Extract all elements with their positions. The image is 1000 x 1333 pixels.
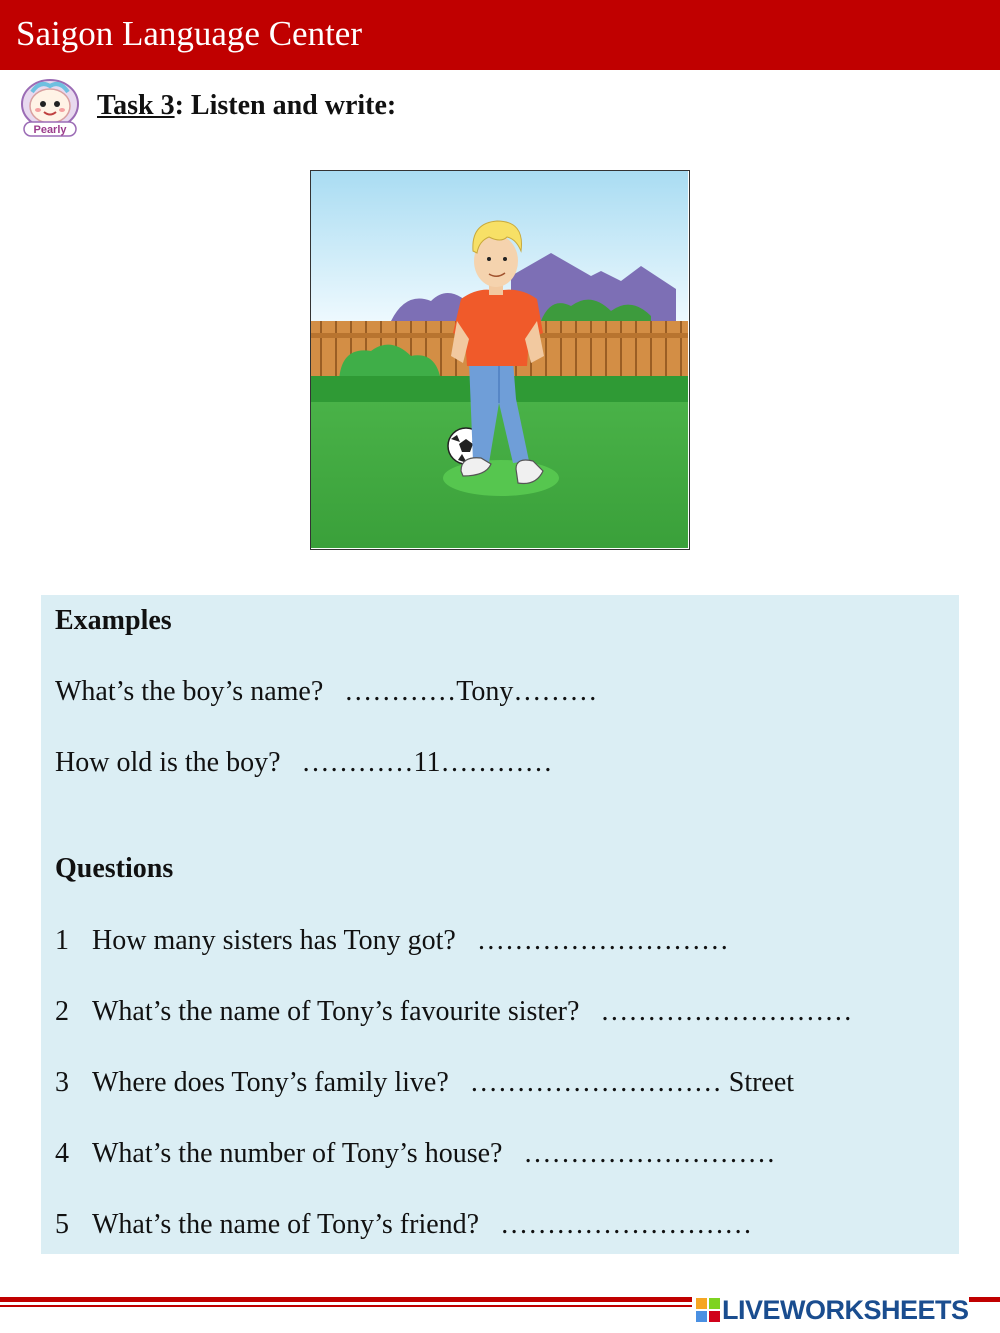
liveworksheets-text: LIVEWORKSHEETS — [722, 1294, 969, 1325]
question-text[interactable]: What’s the number of Tony’s house? ……………………… — [92, 1138, 776, 1169]
question-number: 2 — [55, 996, 69, 1027]
questions-heading: Questions — [55, 853, 174, 884]
question-line — [55, 996, 852, 1028]
header-bar — [0, 0, 1000, 70]
question-number: 4 — [55, 1138, 69, 1169]
examples-heading: Examples — [55, 605, 172, 636]
question-line — [55, 1138, 775, 1170]
pearly-logo — [18, 78, 82, 138]
question-line — [55, 925, 729, 957]
header-title: Saigon Language Center — [16, 14, 363, 53]
liveworksheets-logo[interactable] — [692, 1294, 969, 1326]
question-line — [55, 1067, 794, 1099]
question-number: 1 — [55, 925, 69, 956]
questions-panel — [41, 595, 959, 1254]
liveworksheets-icon — [696, 1298, 720, 1322]
question-number: 5 — [55, 1209, 69, 1240]
question-line — [55, 1209, 752, 1241]
question-text[interactable]: Where does Tony’s family live? ……………………… Street — [92, 1067, 795, 1098]
boy-with-ball-picture — [310, 170, 690, 550]
logo-text: Pearly — [33, 124, 67, 136]
question-text[interactable]: What’s the name of Tony’s friend? ……………………… — [92, 1209, 753, 1240]
task-instruction: : Listen and write: — [174, 90, 397, 121]
question-text[interactable]: What’s the name of Tony’s favourite sister? ……………………… — [92, 996, 853, 1027]
question-number: 3 — [55, 1067, 69, 1098]
task-title — [97, 90, 396, 122]
question-text[interactable]: How many sisters has Tony got? ……………………… — [92, 925, 729, 956]
example-line: How old is the boy? …………11………… — [55, 747, 553, 778]
example-line: What’s the boy’s name? …………Tony……… — [55, 676, 598, 707]
task-number: Task 3 — [97, 90, 175, 121]
footer-divider-thin — [0, 1305, 700, 1307]
